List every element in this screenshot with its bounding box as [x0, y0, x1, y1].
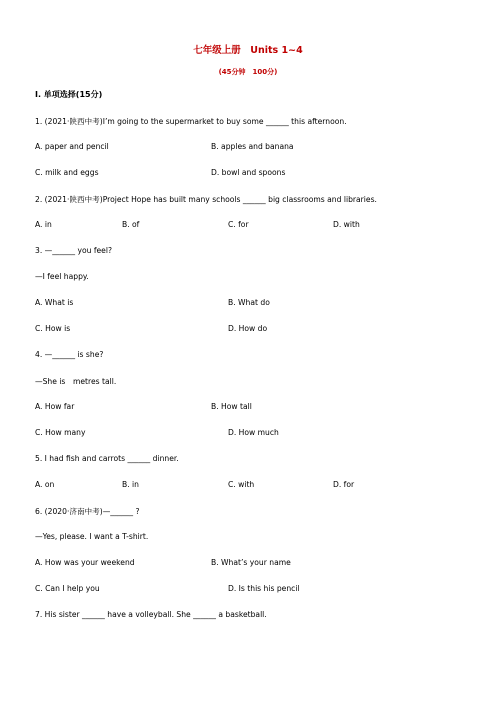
question-4-option-d[interactable]: D. How much: [228, 428, 279, 437]
page-title: 七年级上册 Units 1~4: [193, 45, 303, 56]
question-3-option-b[interactable]: B. What do: [228, 298, 270, 307]
question-2-option-c[interactable]: C. for: [228, 220, 249, 229]
question-4-option-b[interactable]: B. How tall: [211, 402, 252, 411]
question-5-option-c[interactable]: C. with: [228, 480, 255, 489]
question-5-option-a[interactable]: A. on: [35, 480, 55, 489]
question-6-reply: —Yes, please. I want a T-shirt.: [35, 532, 149, 541]
question-3-option-a[interactable]: A. What is: [35, 298, 74, 307]
question-1-option-a[interactable]: A. paper and pencil: [35, 142, 109, 151]
question-2-option-d[interactable]: D. with: [333, 220, 360, 229]
question-3-reply: —I feel happy.: [35, 272, 89, 281]
question-1-option-c[interactable]: C. milk and eggs: [35, 168, 99, 177]
question-4-option-c[interactable]: C. How many: [35, 428, 86, 437]
question-4-stem: 4. —______ is she?: [35, 350, 104, 359]
question-6-option-a[interactable]: A. How was your weekend: [35, 558, 135, 567]
question-4-reply: —She is metres tall.: [35, 377, 117, 386]
question-1-stem: 1. (2021·陕西中考)I’m going to the supermarket to buy some ______ this afternoon.: [35, 117, 347, 126]
question-6-stem: 6. (2020·济南中考)—______ ?: [35, 507, 140, 516]
question-6-option-b[interactable]: B. What’s your name: [211, 558, 291, 567]
question-7-stem: 7. His sister ______ have a volleyball. She ______ a basketball.: [35, 610, 267, 619]
question-2-option-b[interactable]: B. of: [122, 220, 140, 229]
page-subtitle: (45分钟 100分): [218, 68, 278, 76]
question-2-stem: 2. (2021·陕西中考)Project Hope has built many schools ______ big classrooms and libraries.: [35, 195, 377, 204]
question-3-option-d[interactable]: D. How do: [228, 324, 268, 333]
question-1-option-b[interactable]: B. apples and banana: [211, 142, 294, 151]
section-heading: Ⅰ. 单项选择(15分): [35, 90, 103, 99]
question-4-option-a[interactable]: A. How far: [35, 402, 75, 411]
question-2-option-a[interactable]: A. in: [35, 220, 52, 229]
question-5-option-b[interactable]: B. in: [122, 480, 139, 489]
question-5-stem: 5. I had fish and carrots ______ dinner.: [35, 454, 179, 463]
question-5-option-d[interactable]: D. for: [333, 480, 355, 489]
question-6-option-d[interactable]: D. Is this his pencil: [228, 584, 300, 593]
question-1-option-d[interactable]: D. bowl and spoons: [211, 168, 286, 177]
question-3-stem: 3. —______ you feel?: [35, 246, 112, 255]
question-6-option-c[interactable]: C. Can I help you: [35, 584, 100, 593]
question-3-option-c[interactable]: C. How is: [35, 324, 71, 333]
